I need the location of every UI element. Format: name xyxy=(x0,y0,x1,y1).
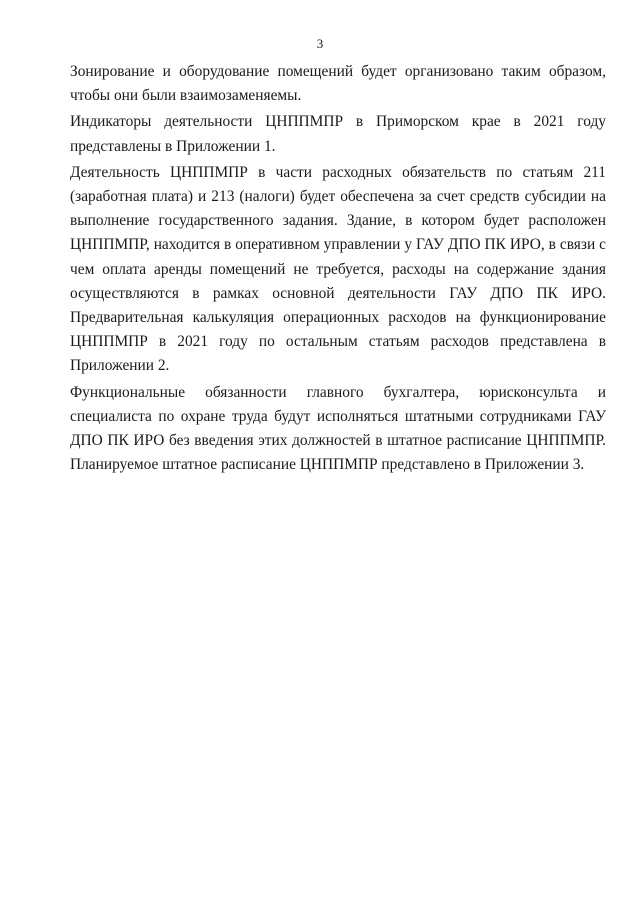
paragraph-indicators: Индикаторы деятельности ЦНППМПР в Приморском крае в 2021 году представлены в Приложении 1. xyxy=(70,113,606,155)
paragraph-expenses: Деятельность ЦНППМПР в части расходных обязательств по статьям 211 (заработная плата) и 213 (налоги) будет обеспечена за счет средств субсидии на выполнение государственного задания. Здание, в котором будет расположен ЦНППМПР, находится в оперативном управлении у ГАУ ДПО ПК ИРО, в связи с чем оплата аренды помещений не требуется, расходы на содержание здания осуществляются в рамках основной деятельности ГАУ ДПО ПК ИРО. Предварительная калькуляция операционных расходов на функционирование ЦНППМПР в 2021 году по остальным статьям расходов представлена в Приложении 2. xyxy=(70,163,606,375)
document-body xyxy=(70,60,606,479)
paragraph-zoning: Зонирование и оборудование помещений будет организовано таким образом, чтобы они были взаимозаменяемы. xyxy=(70,63,606,105)
page-number: 3 xyxy=(316,36,324,51)
paragraph-staff: Функциональные обязанности главного бухгалтера, юрисконсульта и специалиста по охране труда будут исполняться штатными сотрудниками ГАУ ДПО ПК ИРО без введения этих должностей в штатное расписание ЦНППМПР. Планируемое штатное расписание ЦНППМПР представлено в Приложении 3. xyxy=(70,383,606,474)
